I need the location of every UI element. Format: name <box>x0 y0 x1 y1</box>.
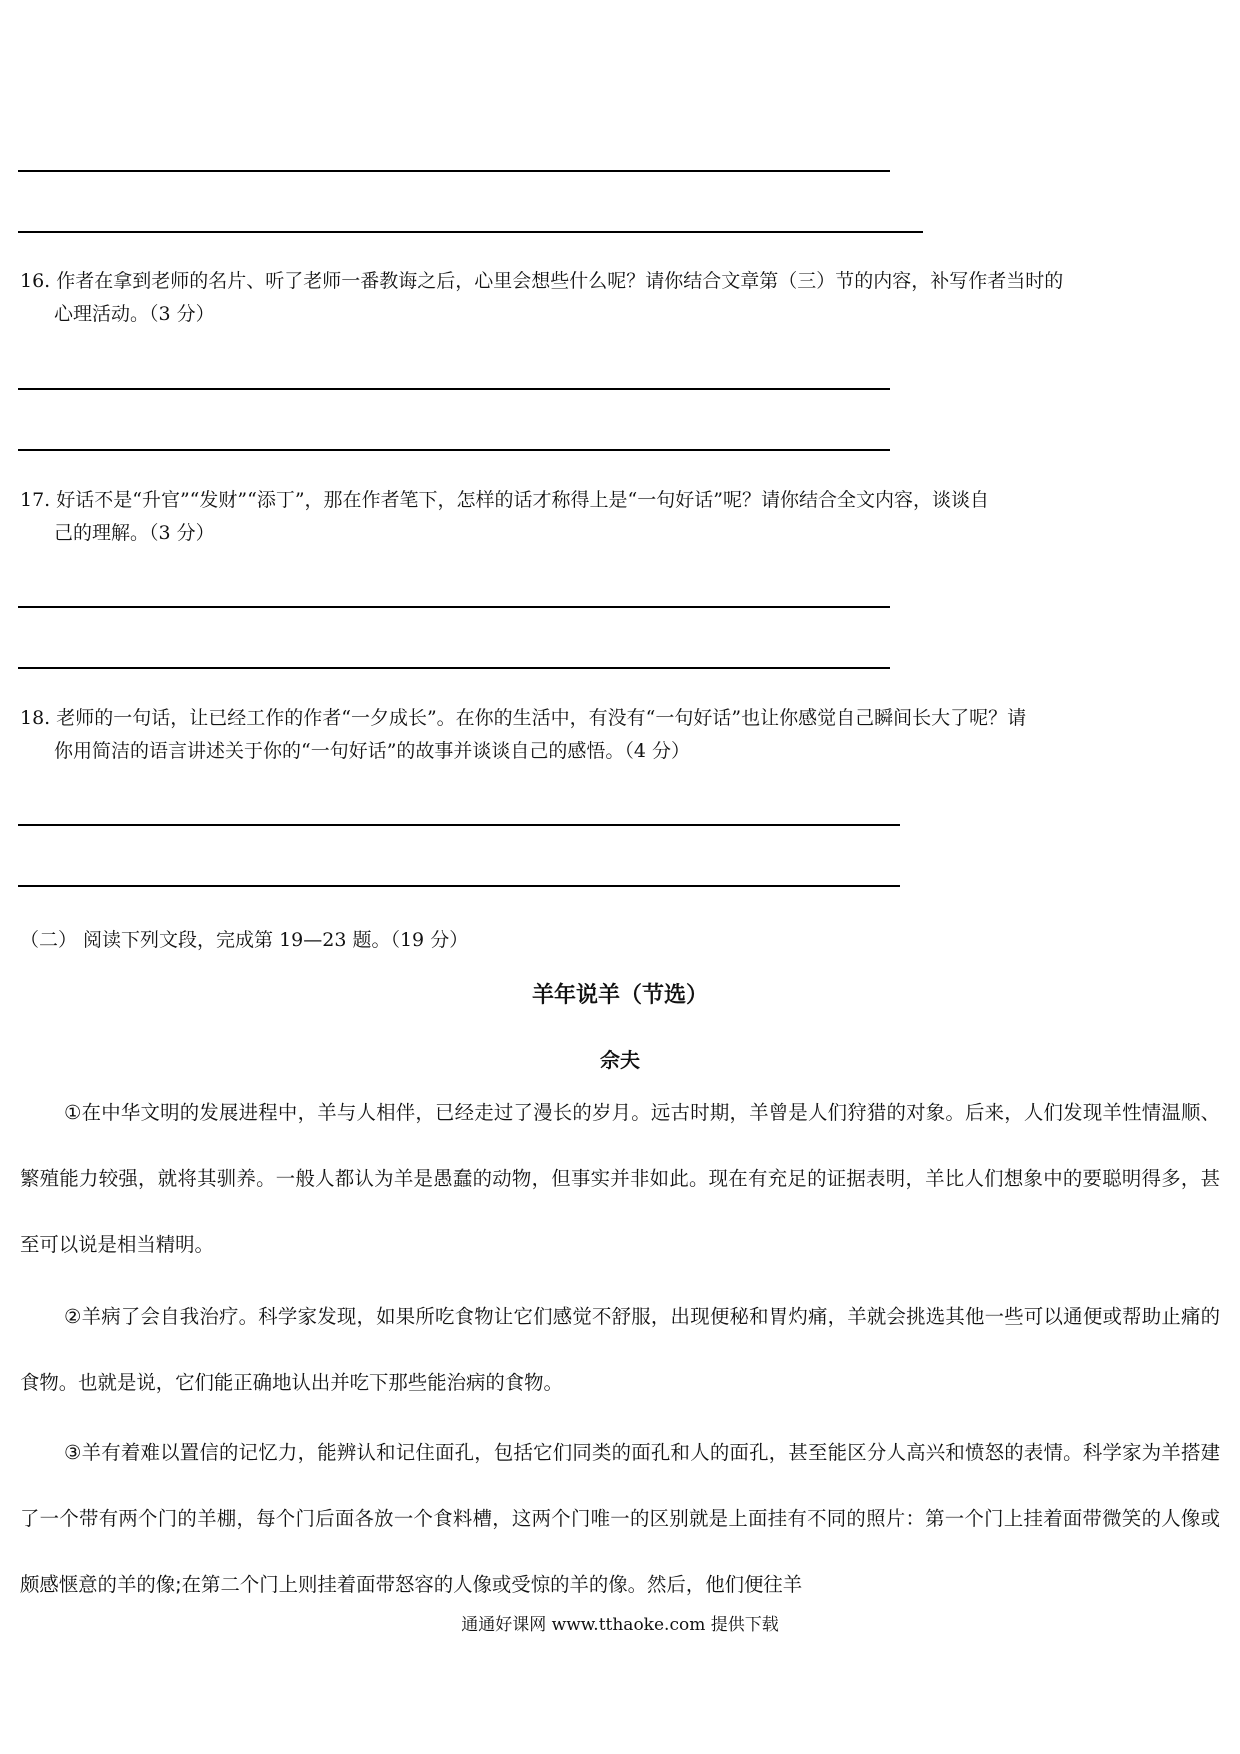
page-footer: 通通好课网 www.tthaoke.com 提供下载 <box>461 1615 779 1635</box>
article-author: 佘夫 <box>600 1048 640 1072</box>
question-17-text-cont: 己的理解。（3 分） <box>54 522 215 544</box>
question-18-text-cont: 你用简洁的语言讲述关于你的“一句好话”的故事并谈谈自己的感悟。（4 分） <box>54 740 691 762</box>
answer-line <box>18 606 890 608</box>
answer-line <box>18 388 890 390</box>
answer-line <box>18 170 890 172</box>
article-paragraph-1: ①在中华文明的发展进程中，羊与人相伴，已经走过了漫长的岁月。远古时期，羊曾是人们狩猎的对象。后来，人们发现羊性情温顺、繁殖能力较强，就将其驯养。一般人都认为羊是愚蠢的动物，但事实并非如此。现在有充足的证据表明，羊比人们想象中的要聪明得多，甚至可以说是相当精明。 <box>20 1101 1220 1256</box>
answer-line <box>18 449 890 451</box>
question-17 <box>20 484 1220 550</box>
answer-line <box>18 231 923 233</box>
question-16-text-cont: 心理活动。（3 分） <box>54 303 215 325</box>
article-title: 羊年说羊（节选） <box>531 983 708 1008</box>
answer-line <box>18 824 900 826</box>
answer-line <box>18 667 890 669</box>
article-paragraph-3: ③羊有着难以置信的记忆力，能辨认和记住面孔，包括它们同类的面孔和人的面孔，甚至能区分人高兴和愤怒的表情。科学家为羊搭建了一个带有两个门的羊棚，每个门后面各放一个食料槽，这两个门唯一的区别就是上面挂有不同的照片：第一个门上挂着面带微笑的人像或颇感惬意的羊的像;在第二个门上则挂着面带怒容的人像或受惊的羊的像。然后，他们便往羊 <box>20 1441 1220 1596</box>
section-heading: （二） 阅读下列文段，完成第 19—23 题。（19 分） <box>20 929 469 951</box>
question-17-text: 17. 好话不是“升官”“发财”“添丁”，那在作者笔下，怎样的话才称得上是“一句好话”呢？请你结合全文内容，谈谈自 <box>20 489 989 511</box>
question-18 <box>20 702 1220 768</box>
question-16-text: 16. 作者在拿到老师的名片、听了老师一番教诲之后，心里会想些什么呢？请你结合文章第（三）节的内容，补写作者当时的 <box>20 270 1064 292</box>
question-16 <box>20 265 1220 331</box>
article-paragraph-2: ②羊病了会自我治疗。科学家发现，如果所吃食物让它们感觉不舒服，出现便秘和胃灼痛，羊就会挑选其他一些可以通便或帮助止痛的食物。也就是说，它们能正确地认出并吃下那些能治病的食物。 <box>20 1305 1220 1394</box>
answer-line <box>18 885 900 887</box>
question-18-text: 18. 老师的一句话，让已经工作的作者“一夕成长”。在你的生活中，有没有“一句好话”也让你感觉自己瞬间长大了呢？请 <box>20 707 1027 729</box>
